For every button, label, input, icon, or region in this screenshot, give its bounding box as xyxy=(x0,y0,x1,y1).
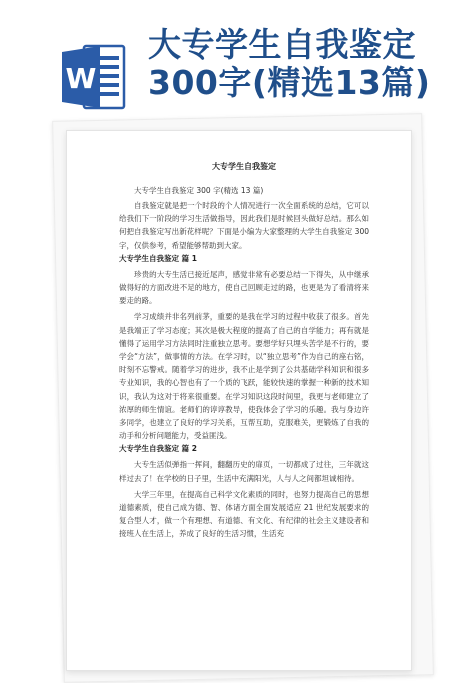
word-logo-letter: W xyxy=(65,62,97,95)
document-heading: 大专学生自我鉴定 xyxy=(212,162,276,171)
section-title-2: 大专学生自我鉴定 篇 2 xyxy=(119,444,197,454)
section-1-paragraph: 珍贵的大专生活已接近尾声，感觉非常有必要总结一下得失，从中继承做得好的方面改进不足的地方，使自己回顾走过的路，也更是为了看清将来要走的路。 xyxy=(119,269,369,306)
document-body xyxy=(119,161,369,541)
page-title xyxy=(148,26,466,102)
section-title-1: 大专学生自我鉴定 篇 1 xyxy=(119,253,197,263)
intro-paragraph: 自我鉴定就是把一个时段的个人情况进行一次全面系统的总结，它可以给我们下一阶段的学习生活做指导，因此我们是时候回头做好总结。那么如何把自我鉴定写出新花样呢？下面是小编为大家整理的大学生自我鉴定 300 字，仅供参考，希望能够帮助到大家。 xyxy=(119,201,369,250)
document-page xyxy=(66,130,412,671)
section-1-paragraph: 学习成绩并非名列前茅，重要的是我在学习的过程中收获了很多。首先是我端正了学习态度；其次是极大程度的提高了自己的自学能力；再有就是懂得了运用学习方法同时注重独立思考。要想学好只埋头苦学是不行的，要学会“方法”，做事情的方法。在学习时，以“独立思考”作为自己的座右铭，时刻不忘警戒。随着学习的进步，我不止是学到了公共基础学科知识和很多专业知识，我的心智也有了一个质的飞跃，能较快速的掌握一种新的技术知识，我认为这对于将来很重要。在学习知识这段时间里，我更与老师建立了浓厚的师生情谊。老师们的谆谆教导，使我体会了学习的乐趣。我与身边许多同学，也建立了良好的学习关系，互帮互助，克服难关，更锻炼了自我的动手和分析问题能力，受益匪浅。 xyxy=(119,312,369,441)
document-subtitle: 大专学生自我鉴定 300 字(精选 13 篇) xyxy=(134,186,264,195)
section-2-paragraph: 大专生活似弹指一挥间，翻翻历史的扉页，一切都成了过往，三年就这样过去了！在学校的日子里，生活中充满阳光，人与人之间都坦诚相待。 xyxy=(119,460,369,483)
section-2-paragraph: 大学三年里，在提高自己科学文化素质的同时，也努力提高自己的思想道德素质，使自己成为德、智、体诸方面全面发展适应 21 世纪发展要求的复合型人才，做一个有理想、有道德、有文化、有纪律的社会主义建设者和接班人在生活上，养成了良好的生活习惯，生活充 xyxy=(119,489,369,539)
word-document-icon xyxy=(62,42,128,112)
page-title-line-1: 大专学生自我鉴定 xyxy=(148,25,416,64)
page-title-line-2: 300字(精选13篇) xyxy=(148,63,431,102)
header-banner xyxy=(0,0,474,118)
